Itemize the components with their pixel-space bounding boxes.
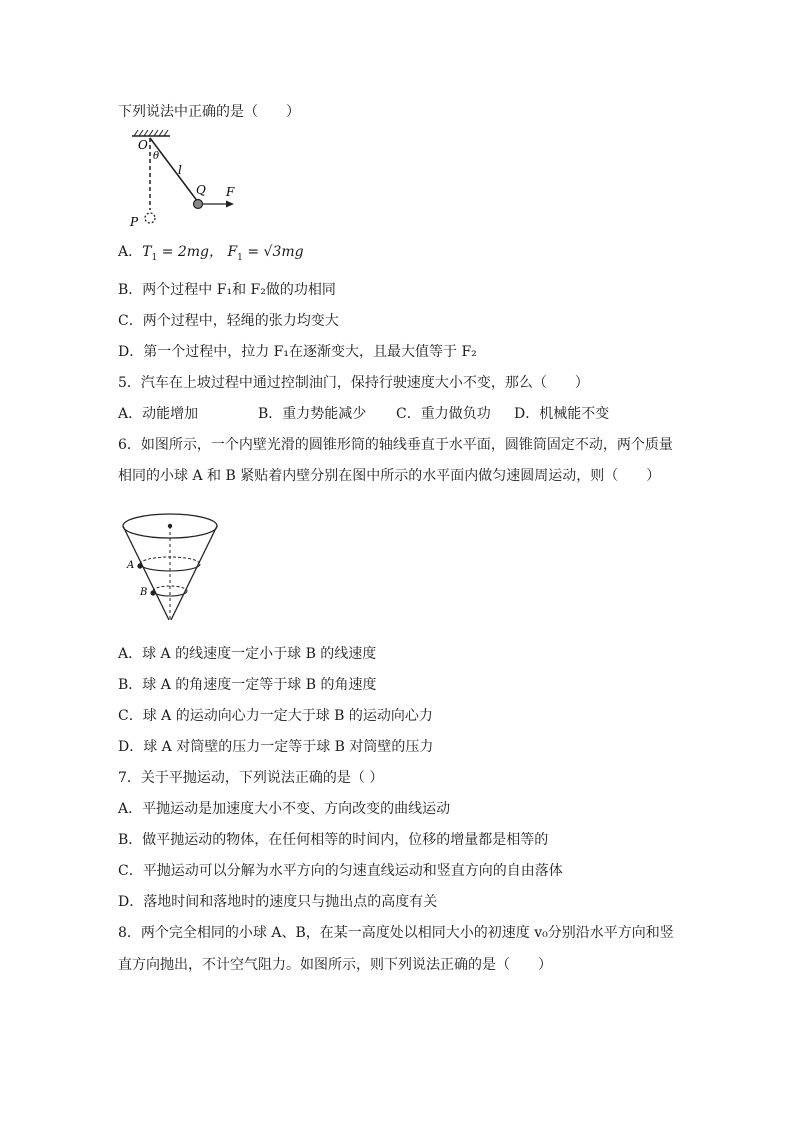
q5-option-c: C．重力做负功 [396, 406, 491, 422]
q7-option-b: B．做平抛运动的物体，在任何相等的时间内，位移的增量都是相等的 [118, 832, 549, 848]
q5-option-d: D．机械能不变 [514, 406, 610, 422]
label-theta: θ [153, 151, 160, 162]
q6-stem-line1: 6．如图所示，一个内壁光滑的圆锥形筒的轴线垂直于水平面，圆锥筒固定不动，两个质量 [118, 437, 673, 453]
question-intro: 下列说法中正确的是（ ） [118, 104, 300, 120]
q7-option-a: A．平抛运动是加速度大小不变、方向改变的曲线运动 [118, 801, 451, 817]
q4-option-a: A．$T_1 = 2mg$， $F_1 = √3mg$ [118, 244, 304, 263]
q6-option-b: B．球 A 的角速度一定等于球 B 的角速度 [118, 677, 377, 693]
q7-option-c: C．平抛运动可以分解为水平方向的匀速直线运动和竖直方向的自由落体 [118, 863, 563, 879]
label-l: l [178, 163, 182, 177]
label-O: O [138, 138, 148, 152]
label-B: B [140, 587, 148, 598]
q8-stem-line2: 直方向抛出，不计空气阻力。如图所示，则下列说法正确的是（ ） [118, 957, 552, 973]
q5-option-b: B．重力势能减少 [258, 406, 367, 422]
label-A: A [127, 560, 135, 571]
q6-option-d: D．球 A 对筒壁的压力一定等于球 B 对筒壁的压力 [118, 739, 434, 755]
q7-option-d: D．落地时间和落地时的速度只与抛出点的高度有关 [118, 894, 438, 910]
q4-option-b: B．两个过程中 F₁和 F₂做的功相同 [118, 282, 336, 298]
q7-stem: 7．关于平抛运动，下列说法正确的是（ ） [118, 770, 384, 786]
label-P: P [130, 215, 139, 229]
label-Q: Q [196, 183, 206, 197]
q8-stem-line1: 8．两个完全相同的小球 A、B，在某一高度处以相同大小的初速度 v₀分别沿水平方向和竖 [118, 925, 674, 941]
q4-option-c: C．两个过程中，轻绳的张力均变大 [118, 313, 339, 329]
q6-option-c: C．球 A 的运动向心力一定大于球 B 的运动向心力 [118, 708, 433, 724]
q5-stem: 5．汽车在上坡过程中通过控制油门，保持行驶速度大小不变，那么（ ） [118, 375, 589, 391]
cone-figure [118, 508, 224, 628]
label-F: F [226, 185, 235, 199]
q6-option-a: A．球 A 的线速度一定小于球 B 的线速度 [118, 646, 377, 662]
q5-option-a: A．动能增加 [118, 406, 199, 422]
pendulum-figure [126, 128, 244, 232]
q4-option-d: D．第一个过程中，拉力 F₁在逐渐变大，且最大值等于 F₂ [118, 344, 477, 360]
q6-stem-line2: 相同的小球 A 和 B 紧贴着内壁分别在图中所示的水平面内做匀速圆周运动，则（ ） [118, 468, 661, 484]
